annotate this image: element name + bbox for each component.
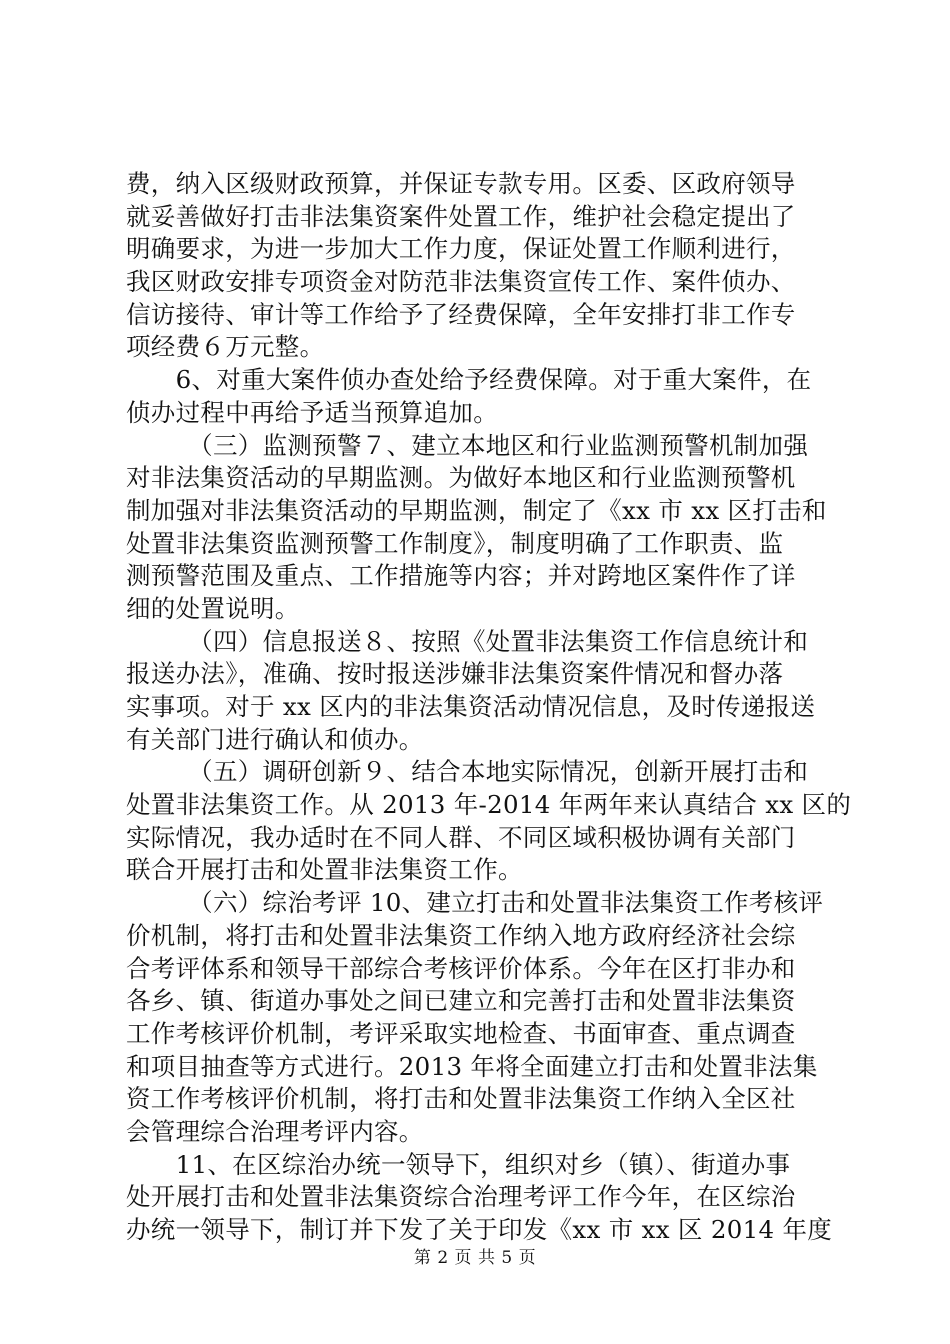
text-line: 细的处置说明。: [126, 593, 300, 623]
text-line: 联合开展打击和处置非法集资工作。: [126, 855, 523, 885]
text-line: （三）监测预警７、建立本地区和行业监测预警机制加强: [126, 430, 809, 460]
text-line: 和项目抽查等方式进行。2013 年将全面建立打击和处置非法集: [126, 1051, 818, 1081]
text-line: 实际情况，我办适时在不同人群、不同区域积极协调有关部门: [126, 822, 796, 852]
text-line: 工作考核评价机制，考评采取实地检查、书面审查、重点调查: [126, 1018, 796, 1048]
text-line: 测预警范围及重点、工作措施等内容；并对跨地区案件作了详: [126, 561, 796, 591]
text-line: 处置非法集资监测预警工作制度》，制度明确了工作职责、监: [126, 528, 784, 558]
page-number-footer: 第 2 页 共 5 页: [413, 1248, 537, 1268]
text-line: 报送办法》，准确、按时报送涉嫌非法集资案件情况和督办落: [126, 659, 784, 689]
text-line: 11、在区综治办统一领导下，组织对乡（镇）、街道办事: [126, 1149, 791, 1179]
text-line: 信访接待、审计等工作给予了经费保障，全年安排打非工作专: [126, 299, 796, 329]
text-line: 实事项。对于 xx 区内的非法集资活动情况信息，及时传递报送: [126, 692, 816, 721]
text-line: 处置非法集资工作。从 2013 年-2014 年两年来认真结合 xx 区的: [126, 790, 852, 820]
text-line: 合考评体系和领导干部综合考核评价体系。今年在区打非办和: [126, 953, 796, 983]
text-line: 会管理综合治理考评内容。: [126, 1116, 424, 1146]
text-line: 就妥善做好打击非法集资案件处置工作，维护社会稳定提出了: [126, 201, 796, 231]
text-line: 费，纳入区级财政预算，并保证专款专用。区委、区政府领导: [126, 169, 796, 198]
text-line: （五）调研创新９、结合本地实际情况，创新开展打击和: [126, 757, 809, 787]
text-line: 各乡、镇、街道办事处之间已建立和完善打击和处置非法集资: [126, 986, 796, 1016]
text-line: 我区财政安排专项资金对防范非法集资宣传工作、案件侦办、: [126, 267, 796, 297]
text-line: 处开展打击和处置非法集资综合治理考评工作今年，在区综治: [126, 1182, 796, 1212]
text-line: 对非法集资活动的早期监测。为做好本地区和行业监测预警机: [126, 463, 796, 493]
body-text: [126, 168, 852, 1247]
text-line: 资工作考核评价机制，将打击和处置非法集资工作纳入全区社: [126, 1084, 796, 1114]
text-line: 价机制，将打击和处置非法集资工作纳入地方政府经济社会综: [126, 920, 796, 950]
text-line: 侦办过程中再给予适当预算追加。: [126, 397, 498, 427]
text-line: 明确要求，为进一步加大工作力度，保证处置工作顺利进行，: [126, 234, 796, 264]
text-line: 项经费６万元整。: [126, 332, 325, 362]
text-line: 制加强对非法集资活动的早期监测，制定了《xx 市 xx 区打击和: [126, 495, 827, 525]
text-line: 办统一领导下，制订并下发了关于印发《xx 市 xx 区 2014 年度: [126, 1215, 833, 1244]
text-line: 6、对重大案件侦办查处给予经费保障。对于重大案件，在: [126, 365, 812, 395]
text-line: （四）信息报送８、按照《处置非法集资工作信息统计和: [126, 626, 809, 656]
text-line: 有关部门进行确认和侦办。: [126, 724, 424, 754]
text-line: （六）综治考评 10、建立打击和处置非法集资工作考核评: [126, 888, 824, 918]
